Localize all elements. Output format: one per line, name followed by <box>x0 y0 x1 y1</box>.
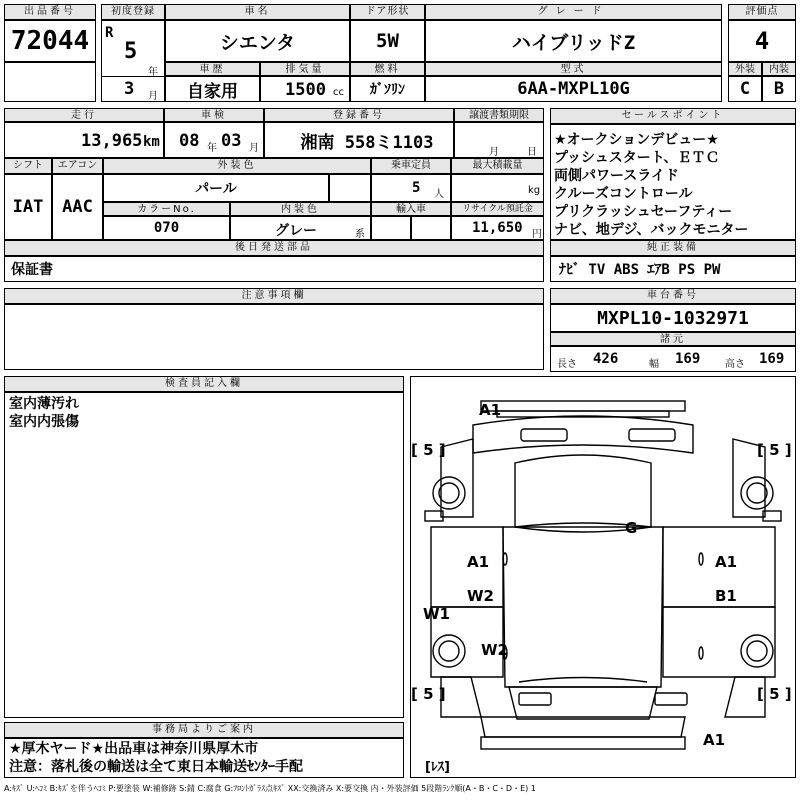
grade-label: グレード <box>425 4 722 20</box>
tire-hub <box>439 641 459 661</box>
inspection-year: 08 <box>179 131 200 151</box>
equipment-label: 純正装備 <box>550 240 796 256</box>
car-diagram <box>410 376 796 778</box>
mirror-left <box>425 511 443 521</box>
transfer-box <box>454 122 544 158</box>
import-label: 輸入車 <box>371 202 451 216</box>
displacement-label: 排気量 <box>260 62 350 76</box>
damage-mark: B1 <box>715 587 737 605</box>
parts-label: 後日発送部品 <box>4 240 544 256</box>
tire-hub <box>747 483 767 503</box>
reg-month: 3 <box>124 79 135 99</box>
year-unit: 年 <box>148 67 158 78</box>
capacity-label: 乗車定員 <box>371 158 451 174</box>
transfer-day-unit: 日 <box>527 147 537 158</box>
tire-depth: [ 5 ] <box>757 685 792 703</box>
displacement-box <box>260 76 350 102</box>
roof-line-rear <box>519 678 647 683</box>
tire-depth: [ 5 ] <box>411 685 446 703</box>
specs-label: 諸元 <box>550 332 796 346</box>
score: 4 <box>728 20 796 62</box>
fuel: ｶﾞｿﾘﾝ <box>350 76 425 102</box>
inspection-month: 03 <box>221 131 242 151</box>
ext-grade: C <box>728 76 762 102</box>
office-line: 注意：落札後の輸送は全て東日本輸送ｾﾝﾀｰ手配 <box>9 759 303 775</box>
capacity: 5 <box>412 180 421 196</box>
int-color-unit: 系 <box>355 229 365 240</box>
office-label: 事務局よりご案内 <box>4 722 404 738</box>
rear-fender-left <box>441 677 481 717</box>
tire-rear-left <box>433 635 465 667</box>
chassis-label: 車台番号 <box>550 288 796 304</box>
chassis-number: MXPL10-1032971 <box>550 304 796 332</box>
km-unit: km <box>143 134 160 150</box>
inspection-box <box>164 122 264 158</box>
rear-window <box>509 687 657 719</box>
damage-mark: W1 <box>423 605 450 623</box>
front-bumper <box>481 401 685 411</box>
inspection-label: 車検 <box>164 108 264 122</box>
ext-label: 外装 <box>728 62 762 76</box>
roof <box>503 527 663 687</box>
inspector-label: 検査員記入欄 <box>4 376 404 392</box>
transfer-month-unit: 月 <box>489 147 499 158</box>
plate-label: 登録番号 <box>264 108 454 122</box>
notes-area <box>4 304 544 370</box>
int-color-box <box>230 216 371 240</box>
width-label: 幅 <box>649 359 659 370</box>
import-blank-2 <box>411 216 451 240</box>
first-reg-label: 初度登録 <box>101 4 165 20</box>
plate: 湘南 558ミ1103 <box>264 122 454 158</box>
inspector-area <box>4 392 404 718</box>
color-label: 外装色 <box>103 158 371 174</box>
length-label: 長さ <box>557 359 577 370</box>
height-label: 高さ <box>725 359 745 370</box>
color-no-label: カラーNo. <box>103 202 230 216</box>
inspector-line: 室内内張傷 <box>9 414 79 430</box>
divider <box>101 76 165 77</box>
sales-points-label: セールスポイント <box>550 108 796 124</box>
tailgate <box>481 717 685 737</box>
handle <box>699 647 703 659</box>
shift: IAT <box>4 174 52 240</box>
sales-point-line: ★オークションデビュー★ <box>554 132 719 148</box>
load-label: 最大積載量 <box>451 158 544 174</box>
sales-point-line: プリクラッシュセーフティー <box>554 204 733 220</box>
int-label: 内装 <box>762 62 796 76</box>
sales-points <box>550 124 796 240</box>
recycle-label: リサイクル預託金 <box>451 202 544 216</box>
headlight-left <box>521 429 567 441</box>
spare-tire-status: [ﾚｽ] <box>425 760 450 775</box>
load-box <box>451 174 544 202</box>
capacity-unit: 人 <box>434 189 444 200</box>
recycle: 11,650 <box>472 220 523 236</box>
lot-blank <box>4 62 96 102</box>
inspection-year-unit: 年 <box>207 143 217 154</box>
length: 426 <box>593 351 619 367</box>
sales-point-line: クルーズコントロール <box>554 186 693 202</box>
lot-number: 72044 <box>4 20 96 62</box>
car-name: シエンタ <box>165 20 350 62</box>
taillight-right <box>655 693 687 705</box>
office-area <box>4 738 404 778</box>
handle <box>699 553 703 565</box>
recycle-unit: 円 <box>532 229 542 240</box>
mileage-label: 走行 <box>4 108 164 122</box>
first-reg-box <box>101 20 165 102</box>
handle <box>503 553 507 565</box>
office-line: ★厚木ヤード★出品車は神奈川県厚木市 <box>9 741 259 757</box>
fuel-label: 燃料 <box>350 62 425 76</box>
history-label: 車歴 <box>165 62 260 76</box>
tire-depth: [ 5 ] <box>757 441 792 459</box>
int-grade: B <box>762 76 796 102</box>
damage-mark: A1 <box>467 553 490 571</box>
color: パール <box>103 174 329 202</box>
model: 6AA-MXPL10G <box>425 76 722 102</box>
door-label: ドア形状 <box>350 4 425 20</box>
transfer-label: 譲渡書類期限 <box>454 108 544 122</box>
windshield <box>515 455 651 527</box>
load-unit: kg <box>528 185 541 196</box>
reg-year: 5 <box>124 39 138 64</box>
int-color: グレー <box>275 223 317 239</box>
specs-box <box>550 346 796 372</box>
grade: ハイブリッドZ <box>425 20 722 62</box>
headlight-right <box>629 429 675 441</box>
displacement: 1500 <box>285 80 326 100</box>
sales-point-line: 両側パワースライド <box>554 168 679 184</box>
tire-depth: [ 5 ] <box>411 441 446 459</box>
import-blank-1 <box>371 216 411 240</box>
model-label: 型式 <box>425 62 722 76</box>
cc-unit: cc <box>333 87 344 98</box>
lot-label: 出品番号 <box>4 4 96 20</box>
door-type: 5W <box>350 20 425 62</box>
int-color-label: 内装色 <box>230 202 371 216</box>
sales-point-line: ナビ、地デジ、バックモニター <box>554 222 749 238</box>
tire-front-right <box>741 477 773 509</box>
capacity-box <box>371 174 451 202</box>
notes-label: 注意事項欄 <box>4 288 544 304</box>
mileage-box <box>4 122 164 158</box>
history: 自家用 <box>165 76 260 102</box>
shift-label: シフト <box>4 158 52 174</box>
width: 169 <box>675 351 701 367</box>
legend: A:ｷｽﾞ U:ﾍｺﾐ B:ｷｽﾞを伴うﾍｺﾐ P:要塗装 W:補修跡 S:錆 C:腐食 G:ﾌﾛﾝﾄｶﾞﾗｽ点ｷｽﾞ XX:交換済み X:要交換 内・外装評価 5段階ﾗﾝｸ順(A・B・C・D・E) 1 <box>4 784 536 793</box>
equipment: ﾅﾋﾞ TV ABS ｴｱB PS PW <box>550 256 796 282</box>
inspector-line: 室内薄汚れ <box>9 396 79 412</box>
damage-mark: W2 <box>467 587 494 605</box>
score-label: 評価点 <box>728 4 796 20</box>
color-no: 070 <box>103 216 230 240</box>
hood <box>473 416 693 453</box>
name-label: 車名 <box>165 4 350 20</box>
rear-bumper <box>481 737 685 749</box>
damage-mark: A1 <box>479 401 502 419</box>
recycle-box <box>451 216 544 240</box>
taillight-left <box>519 693 551 705</box>
damage-mark: A1 <box>715 553 738 571</box>
damage-mark: A1 <box>703 731 726 749</box>
tire-hub <box>439 483 459 503</box>
parts: 保証書 <box>4 256 544 282</box>
color-blank <box>329 174 371 202</box>
tire-rear-right <box>741 635 773 667</box>
height: 169 <box>759 351 785 367</box>
tire-hub <box>747 641 767 661</box>
ac: AAC <box>52 174 103 240</box>
month-unit: 月 <box>148 91 158 102</box>
era: R <box>105 25 114 41</box>
inspection-month-unit: 月 <box>249 143 259 154</box>
ac-label: エアコン <box>52 158 103 174</box>
car-diagram-svg <box>411 377 795 777</box>
damage-mark: G <box>625 519 638 537</box>
mileage: 13,965 <box>81 131 143 151</box>
damage-mark: W2 <box>481 641 508 659</box>
sales-point-line: プッシュスタート、ＥＴＣ <box>554 150 720 166</box>
tire-front-left <box>433 477 465 509</box>
